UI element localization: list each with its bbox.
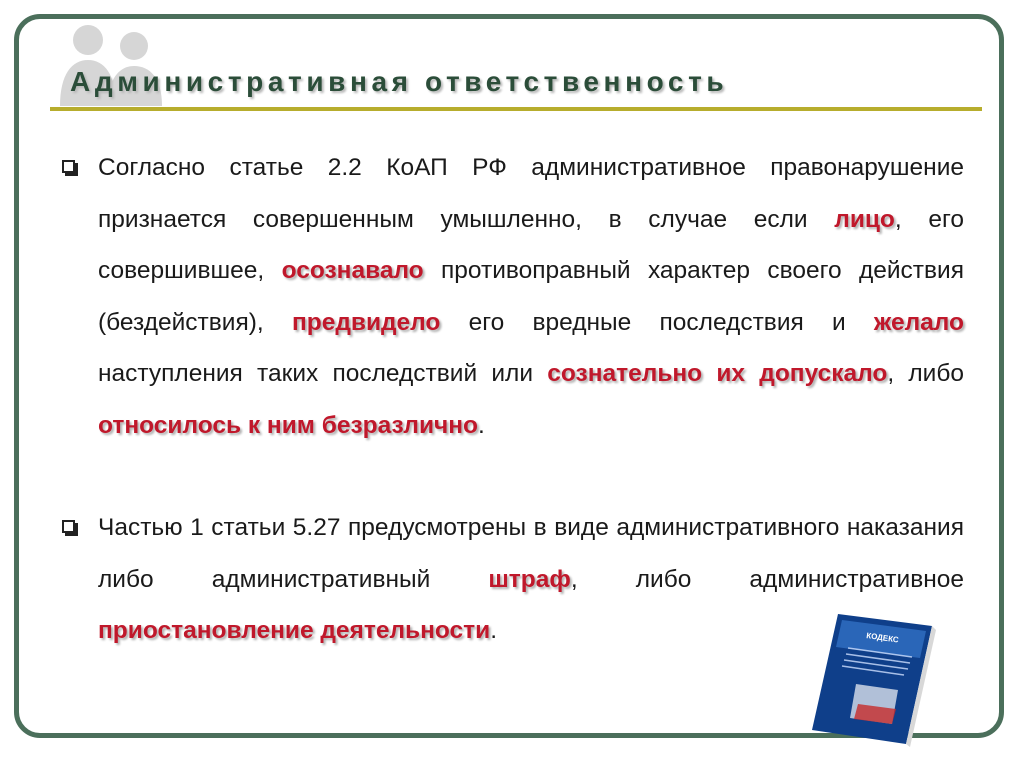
title-underline [50,107,982,111]
text-segment: , либо [887,360,964,387]
text-segment: наступления таких последствий или [98,360,548,387]
checkbox-bullet-icon [62,160,75,173]
highlight-term: лицо [834,205,895,233]
highlight-term: осознавало [281,257,424,284]
page-title: Административная ответственность [70,66,729,97]
text-segment: . [478,411,485,439]
text-segment: противоправный характер своего действия (бездействия), [98,257,964,336]
highlight-term: сознательно их допускало [547,360,888,387]
text-segment: , либо административное [570,565,964,593]
text-segment: Частью 1 статьи 5.27 предусмотрены в виде административного наказания либо административный [98,514,964,593]
highlight-term: желало [873,308,964,336]
paragraph-article-2-2 [98,142,964,451]
highlight-term: приостановление деятельности [98,617,491,644]
text-segment: Согласно статье 2.2 КоАП РФ административное правонарушение признается совершенным умышленно, в случае если [98,154,964,233]
checkbox-bullet-icon [62,520,75,533]
highlight-term: предвидело [291,308,441,336]
text-segment: , его совершившее, [98,205,965,284]
highlight-term: штраф [488,565,571,593]
highlight-term: относилось к ним безразлично [98,411,479,439]
code-book-image [808,612,938,747]
text-segment: его вредные последствия и [440,308,874,336]
text-segment: . [490,617,498,644]
book-title: КОДЕКС [865,631,900,645]
